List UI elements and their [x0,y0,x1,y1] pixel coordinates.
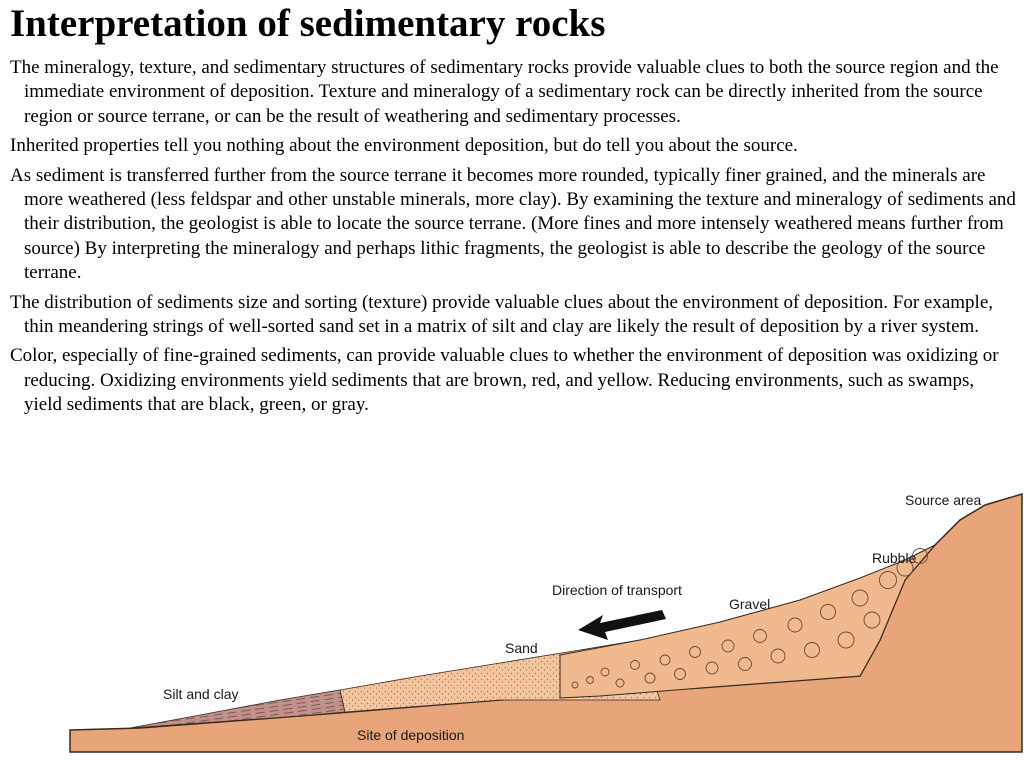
transport-arrow-icon [578,610,666,640]
label-direction-of-transport: Direction of transport [552,582,682,598]
slide-title: Interpretation of sedimentary rocks [10,2,606,45]
label-silt-and-clay: Silt and clay [163,686,239,702]
label-rubble: Rubble [872,550,917,566]
label-sand: Sand [505,640,538,656]
label-site-of-deposition: Site of deposition [357,727,465,743]
sediment-transport-diagram [0,470,1024,768]
paragraph: The mineralogy, texture, and sedimentary structures of sedimentary rocks provide valuable clues to both the source region and the immediate environment of deposition. Texture and mineralogy of a sedimentary rock can be directly inherited from the source region or source terrane, or can be the result of weathering and sedimentary processes. [10,57,999,127]
paragraph: Color, especially of fine-grained sediments, can provide valuable clues to whether the environment of deposition was oxidizing or reducing. Oxidizing environments yield sediments that are brown, red, and yellow. Reducing environments, such as swamps, yield sediments that are black, green, or gray. [10,345,999,416]
label-gravel: Gravel [729,596,771,612]
label-source-area: Source area [905,492,982,508]
slide-body [10,56,1016,423]
paragraph: The distribution of sediments size and sorting (texture) provide valuable clues about the environment of deposition. For example, thin meandering strings of well-sorted sand set in a matrix of silt and clay are likely the result of deposition by a river system. [10,291,994,338]
paragraph: Inherited properties tell you nothing about the environment deposition, but do tell you about the source. [10,135,798,157]
paragraph: As sediment is transferred further from the source terrane it becomes more rounded, typically finer grained, and the minerals are more weathered (less feldspar and other unstable minerals, more clay). By examining the texture and mineralogy of sediments and their distribution, the geologist is able to locate the source terrane. (More fines and more intensely weathered means further from source) By interpreting the mineralogy and perhaps lithic fragments, the geologist is able to describe the geology of the source terrane. [10,164,1016,284]
